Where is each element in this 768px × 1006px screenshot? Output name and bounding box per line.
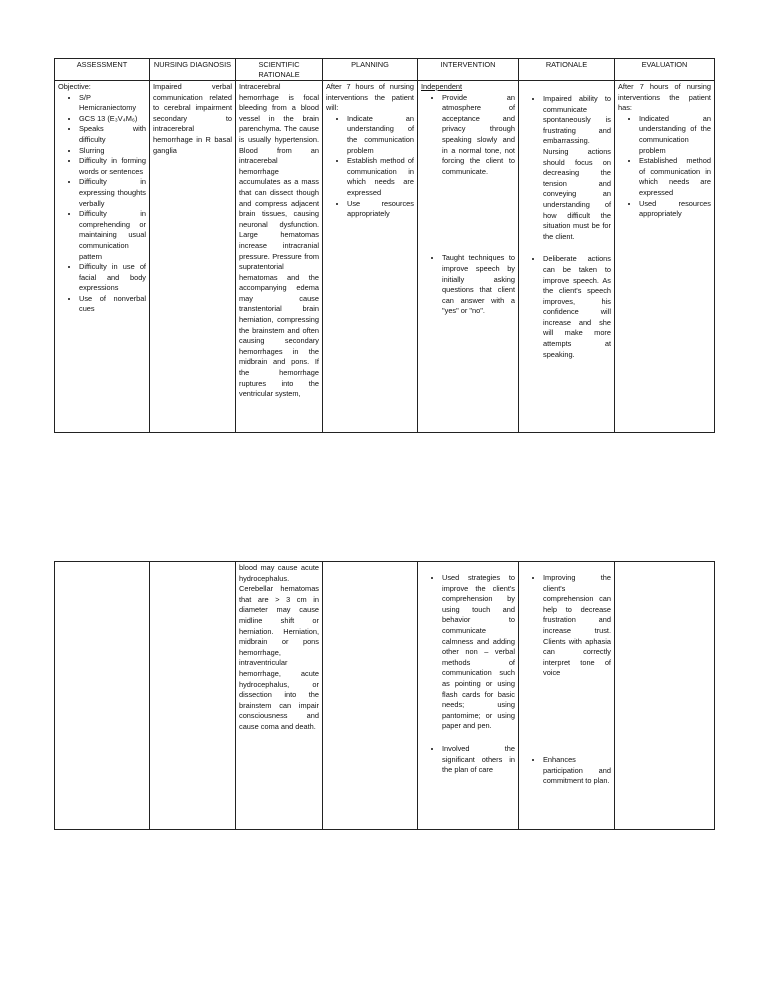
evaluation-item: • Established method of communication in which needs are expressed [639, 156, 711, 198]
evaluation-cell [615, 81, 715, 433]
assessment-item: • S/P Hemicraniectomy [79, 93, 146, 114]
planning-item: • Use resources appropriately [347, 199, 414, 220]
rationale-cell [519, 81, 615, 433]
assessment-item: • Difficulty in comprehending or maintaining usual communication pattern [79, 209, 146, 262]
intervention-list [421, 93, 515, 178]
intervention-cell [418, 562, 519, 830]
rationale-list [522, 94, 611, 242]
rationale-list [522, 755, 611, 787]
assessment-item: • GCS 13 (E₃V₄M₆) [79, 114, 146, 125]
assessment-item: • Speaks with difficulty [79, 124, 146, 145]
header-scientific-rationale: SCIENTIFIC RATIONALE [236, 59, 323, 81]
evaluation-list [618, 114, 711, 220]
planning-cell [323, 81, 418, 433]
intervention-item: • Taught techniques to improve speech by initially asking questions that client can answer with a "yes" or "no". [442, 253, 515, 317]
evaluation-cell-empty [615, 562, 715, 830]
assessment-item: • Use of nonverbal cues [79, 294, 146, 315]
assessment-item: • Slurring [79, 146, 146, 157]
intervention-cell [418, 81, 519, 433]
planning-cell-empty [323, 562, 418, 830]
intervention-list [421, 253, 515, 317]
assessment-list [58, 93, 146, 315]
intervention-label: Independent [421, 82, 463, 91]
rationale-item: • Improving the client's comprehension can help to decrease frustration and increase trust. Clients with aphasia can correctly interpret tone of voice [543, 573, 611, 679]
evaluation-item: • Used resources appropriately [639, 199, 711, 220]
evaluation-intro: After 7 hours of nursing interventions the patient has: [618, 82, 711, 113]
care-plan-table-page2 [54, 561, 715, 830]
rationale-list [522, 573, 611, 679]
scientific-rationale-cell [236, 81, 323, 433]
assessment-item: • Difficulty in forming words or sentences [79, 156, 146, 177]
nursing-diagnosis-cell [150, 81, 236, 433]
intervention-item: • Involved the significant others in the plan of care [442, 744, 515, 776]
header-rationale: RATIONALE [519, 59, 615, 81]
content-row [55, 562, 715, 830]
scientific-rationale-text: blood may cause acute hydrocephalus. Cerebellar hematomas that are > 3 cm in diameter may cause midline shift or herniation. Herniation, midbrain or pons hemorrhage, intraventricular hemorrhage, acute hydrocephalus, or dissection into the brainstem can impair consciousness and cause coma and death. [239, 563, 319, 731]
header-planning: PLANNING [323, 59, 418, 81]
nursing-diagnosis-text: Impaired verbal communication related to cerebral impairment secondary to intracerebral hemorrhage in R basal ganglia [153, 82, 232, 155]
rationale-item: • Deliberate actions can be taken to improve speech. As the client's speech improves, his confidence will increase and she will make more attempts at speaking. [543, 254, 611, 360]
assessment-item: • Difficulty in use of facial and body expressions [79, 262, 146, 294]
planning-item: • Establish method of communication in which needs are expressed [347, 156, 414, 198]
rationale-list [522, 254, 611, 360]
intervention-list [421, 744, 515, 776]
header-assessment: ASSESSMENT [55, 59, 150, 81]
scientific-rationale-text: Intracerebral hemorrhage is focal bleeding from a blood vessel in the brain parenchyma. The cause is usually hypertension. Blood from an intracerebal hemorrhage accumulates as a mass that can dissect though and compress adjacent brain tissues, causing neuronal dysfunction. Large hematomas increase intracranial pressure. Pressure from supratentorial hematomas and the accompanying edema may cause transtentorial brain herniation, compressing the brainstem and often causing secondary hemorrhages in the midbrain and pons. If the hemorrhage ruptures into the ventricular system, [239, 82, 319, 399]
content-row [55, 81, 715, 433]
rationale-item: • Enhances participation and commitment to plan. [543, 755, 611, 787]
header-nursing-diagnosis: NURSING DIAGNOSIS [150, 59, 236, 81]
intervention-list [421, 573, 515, 732]
evaluation-item: • Indicated an understanding of the communication problem [639, 114, 711, 156]
rationale-item: • Impaired ability to communicate spontaneously is frustrating and embarrassing. Nursing actions should focus on decreasing the tension and conveying an understanding of how difficult the situation must be for the client. [543, 94, 611, 242]
header-evaluation: EVALUATION [615, 59, 715, 81]
assessment-cell [55, 81, 150, 433]
nursing-diagnosis-cell-empty [150, 562, 236, 830]
header-row [55, 59, 715, 81]
planning-intro: After 7 hours of nursing interventions the patient will: [326, 82, 414, 113]
header-intervention: INTERVENTION [418, 59, 519, 81]
assessment-item: • Difficulty in expressing thoughts verbally [79, 177, 146, 209]
care-plan-table-page1 [54, 58, 715, 433]
intervention-item: • Used strategies to improve the client's comprehension by using touch and behavior to communicate calmness and adding other non – verbal methods of communication such as pointing or using flash cards for basic needs; using pantomime; or using paper and pen. [442, 573, 515, 732]
planning-item: • Indicate an understanding of the communication problem [347, 114, 414, 156]
assessment-cell-empty [55, 562, 150, 830]
rationale-cell [519, 562, 615, 830]
scientific-rationale-cell [236, 562, 323, 830]
planning-list [326, 114, 414, 220]
assessment-label: Objective: [58, 82, 91, 91]
intervention-item: • Provide an atmosphere of acceptance and privacy through speaking slowly and in a normal tone, not forcing the client to communicate. [442, 93, 515, 178]
